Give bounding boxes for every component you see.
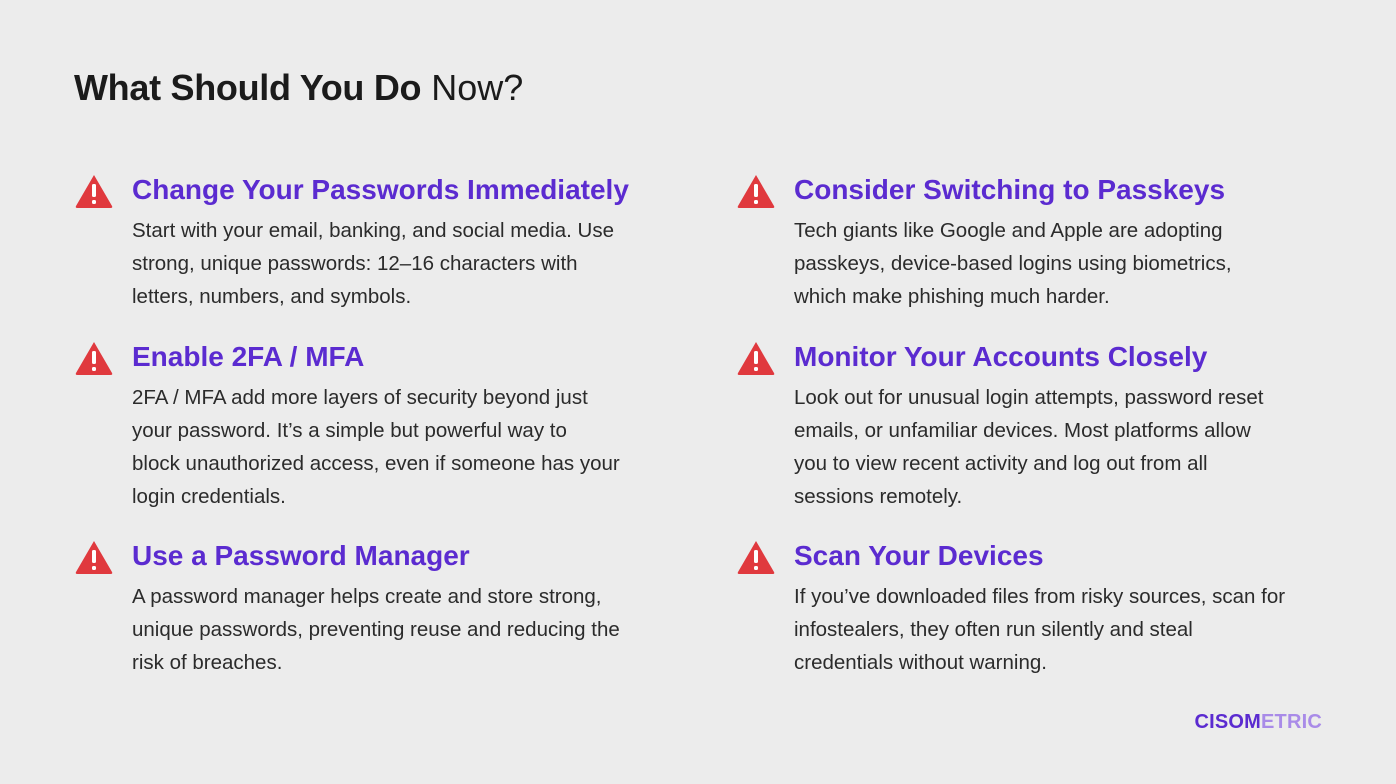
tip-description: Tech giants like Google and Apple are adopting passkeys, device-based logins using biometrics, which make phishing much harder. <box>794 219 1232 308</box>
tip-description: Start with your email, banking, and social media. Use strong, unique passwords: 12–16 characters with letters, numbers, and symbols. <box>132 219 614 308</box>
tip-description: If you’ve downloaded files from risky sources, scan for infostealers, they often run silently and steal credentials without warning. <box>794 585 1286 674</box>
warning-icon <box>736 539 776 575</box>
tip-title: Scan Your Devices <box>794 540 1044 571</box>
warning-icon <box>74 173 114 209</box>
tip-description: 2FA / MFA add more layers of security beyond just your password. It’s a simple but powerful way to block unauthorized access, even if someone has your login credentials. <box>132 386 620 508</box>
warning-icon <box>736 340 776 376</box>
tip-title: Monitor Your Accounts Closely <box>794 341 1208 372</box>
tip-title: Enable 2FA / MFA <box>132 341 365 372</box>
tip-title: Change Your Passwords Immediately <box>132 174 629 205</box>
tip-title: Consider Switching to Passkeys <box>794 174 1226 205</box>
warning-icon <box>74 340 114 376</box>
page-title-bold: What Should You Do <box>74 67 422 108</box>
page-title-light: Now? <box>431 67 524 108</box>
warning-icon <box>736 173 776 209</box>
brand-logo: CISOMETRIC <box>1194 711 1322 733</box>
page-title <box>74 66 523 110</box>
tip-description: Look out for unusual login attempts, password reset emails, or unfamiliar devices. Most platforms allow you to view recent activity and log out from all sessions remotely. <box>794 386 1264 508</box>
warning-icon <box>74 539 114 575</box>
tip-description: A password manager helps create and store strong, unique passwords, preventing reuse and reducing the risk of breaches. <box>132 585 620 674</box>
tip-title: Use a Password Manager <box>132 540 470 571</box>
